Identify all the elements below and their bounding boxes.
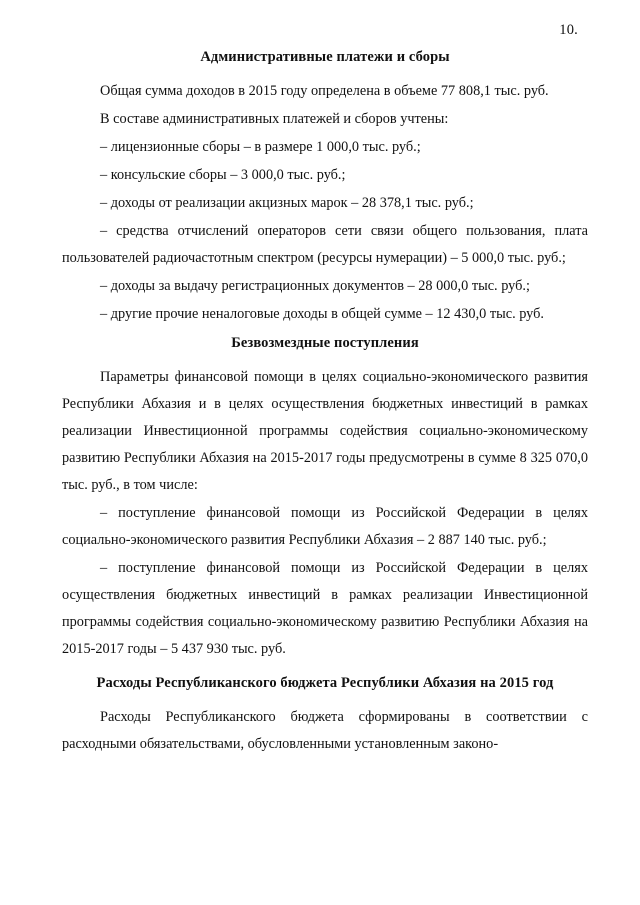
list-item: – консульские сборы – 3 000,0 тыс. руб.;: [100, 167, 346, 184]
page-number: 10.: [559, 22, 578, 38]
list-item: – поступление финансовой помощи из Российской Федерации в целях осуществления бюджетных инвестиций в рамках реализации Инвестиционной программы содействия социально-экономическому развитию Республики Абхазия на 2015-2017 годы – 5 437 930 тыс. руб.: [62, 560, 588, 658]
list-item: – доходы за выдачу регистрационных документов – 28 000,0 тыс. руб.;: [100, 278, 530, 295]
section-administrative-fees: [62, 49, 588, 328]
section-budget-expenses: [62, 675, 588, 758]
paragraph: Общая сумма доходов в 2015 году определена в объеме 77 808,1 тыс. руб.: [100, 83, 549, 100]
section-heading: Административные платежи и сборы: [200, 49, 450, 66]
list-item: – доходы от реализации акцизных марок – 28 378,1 тыс. руб.;: [100, 195, 474, 212]
section-gratuitous-receipts: [62, 335, 588, 663]
paragraph: Расходы Республиканского бюджета сформированы в соответствии с расходными обязательствами, обусловленными установленным законо-: [62, 709, 588, 753]
paragraph: Параметры финансовой помощи в целях социально-экономического развития Республики Абхазия и в целях осуществления бюджетных инвестиций в рамках реализации Инвестиционной программы содействия социально-экономическому развитию Республики Абхазия на 2015-2017 годы предусмотрены в сумме 8 325 070,0 тыс. руб., в том числе:: [62, 369, 588, 494]
list-item: – лицензионные сборы – в размере 1 000,0 тыс. руб.;: [100, 139, 421, 156]
section-heading: Расходы Республиканского бюджета Республики Абхазия на 2015 год: [96, 675, 554, 692]
list-item: – поступление финансовой помощи из Российской Федерации в целях социально-экономического развития Республики Абхазия – 2 887 140 тыс. руб.;: [62, 505, 588, 549]
paragraph: В составе административных платежей и сборов учтены:: [100, 111, 449, 128]
list-item: – средства отчислений операторов сети связи общего пользования, плата пользователей радиочастотным спектром (ресурсы нумерации) – 5 000,0 тыс. руб.;: [62, 223, 588, 267]
section-heading: Безвозмездные поступления: [231, 335, 419, 352]
list-item: – другие прочие неналоговые доходы в общей сумме – 12 430,0 тыс. руб.: [100, 306, 544, 323]
